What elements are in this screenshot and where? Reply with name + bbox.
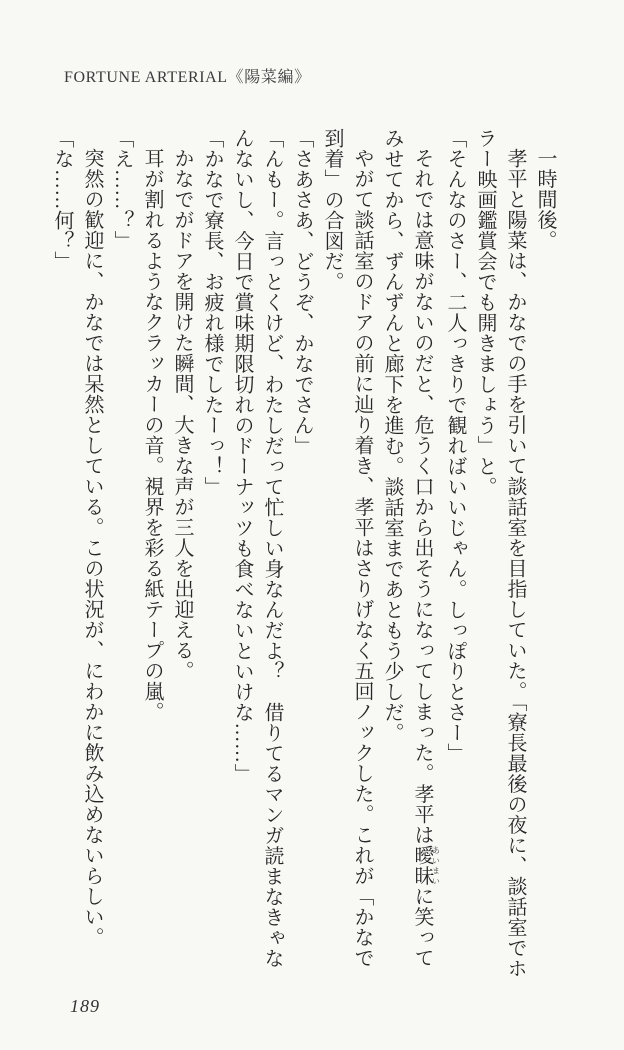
running-header-title: FORTUNE ARTERIAL《陽菜編》 <box>64 69 311 86</box>
paragraph: やがて談話室のドアの前に辿り着き、孝平はさりげなく五回ノックした。これが「かなで到着」の合図だ。 <box>321 128 373 968</box>
paragraph: 孝平と陽菜は、かなでの手を引いて談話室を目指していた。「寮長最後の夜に、談話室でホラー映画鑑賞会でも開きましょう」と。 <box>474 128 526 979</box>
paragraph: それでは意味がないのだと、危うく口から出そうになってしまった。孝平は曖昧あいまいに笑ってみせてから、ずんずんと廊下を進む。談話室まであともう少しだ。 <box>381 128 441 968</box>
ruby-annotated-word: 曖昧あいまい <box>411 845 441 886</box>
paragraph: 「んもー。言っとくけど、わたしだって忙しい身なんだよ？ 借りてるマンガ読まなきゃなんないし、今日で賞味期限切れのドーナッツも食べないといけな……」 <box>231 128 283 969</box>
novel-text-block <box>47 128 560 988</box>
paragraph: 一時間後。 <box>534 148 556 251</box>
paragraph: 「な……何？」 <box>51 128 73 272</box>
paragraph: かなでがドアを開けた瞬間、大きな声が三人を出迎える。 <box>171 148 193 681</box>
page-number: 189 <box>70 996 100 1016</box>
paragraph: 「さあさあ、どうぞ、かなでさん」 <box>291 128 313 456</box>
paragraph: 「え……？」 <box>111 128 133 251</box>
paragraph: 耳が割れるようなクラッカーの音。視界を彩る紙テープの嵐。 <box>141 148 163 722</box>
paragraph: 突然の歓迎に、かなでは呆然としている。この状況が、にわかに飲み込めないらしい。 <box>81 148 103 948</box>
paragraph: 「そんなのさー、二人っきりで観ればいいじゃん。しっぽりとさー」 <box>444 128 466 764</box>
paragraph: 「かなで寮長、お疲れ様でしたーっ！」 <box>201 128 223 497</box>
